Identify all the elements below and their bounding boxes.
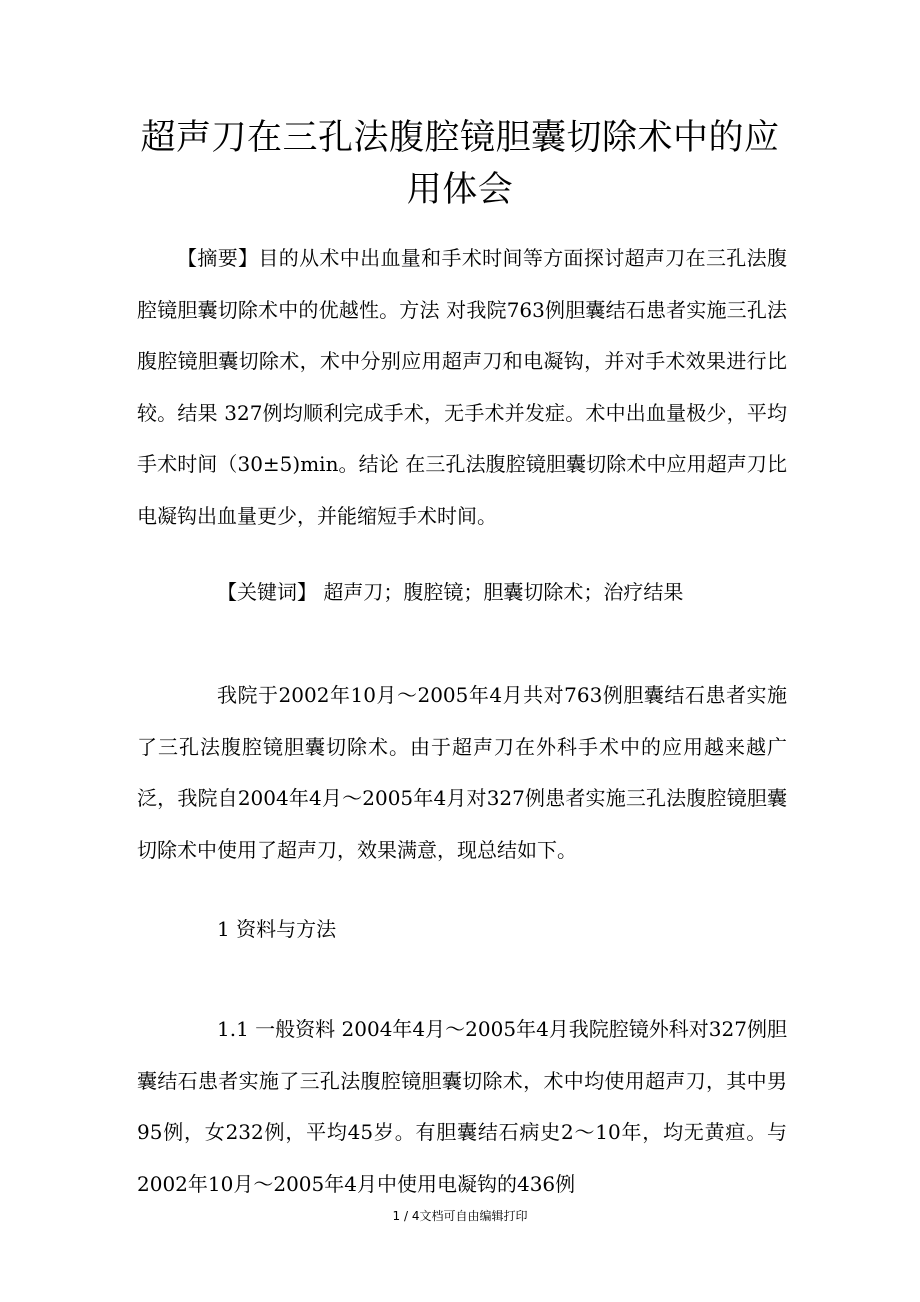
intro-paragraph: 我院于2002年10月～2005年4月共对763例胆囊结石患者实施了三孔法腹腔镜胆囊切除术。由于超声刀在外科手术中的应用越来越广泛，我院自2004年4月～2005年4月对327例患者实施三孔法腹腔镜胆囊切除术中使用了超声刀，效果满意，现总结如下。: [137, 683, 787, 862]
abstract-paragraph: 【摘要】目的从术中出血量和手术时间等方面探讨超声刀在三孔法腹腔镜胆囊切除术中的优越性。方法 对我院763例胆囊结石患者实施三孔法腹腔镜胆囊切除术，术中分别应用超声刀和电凝钩，并对手术效果进行比较。结果 327例均顺利完成手术，无手术并发症。术中出血量极少，平均手术时间（30±5)min。结论 在三孔法腹腔镜胆囊切除术中应用超声刀比电凝钩出血量更少，并能缩短手术时间。: [137, 246, 787, 528]
document-title: 超声刀在三孔法腹腔镜胆囊切除术中的应用体会: [140, 118, 780, 210]
section-heading: 1 资料与方法: [217, 917, 337, 941]
page-footer: 1 / 4文档可自由编辑打印: [392, 1209, 528, 1223]
keywords-paragraph: 【关键词】 超声刀；腹腔镜；胆囊切除术；治疗结果: [217, 580, 684, 604]
section-1-1-paragraph: 1.1 一般资料 2004年4月～2005年4月我院腔镜外科对327例胆囊结石患者实施了三孔法腹腔镜胆囊切除术，术中均使用超声刀，其中男95例，女232例，平均45岁。有胆囊结石病史2～10年，均无黄疸。与2002年10月～2005年4月中使用电凝钩的436例: [137, 1017, 787, 1196]
